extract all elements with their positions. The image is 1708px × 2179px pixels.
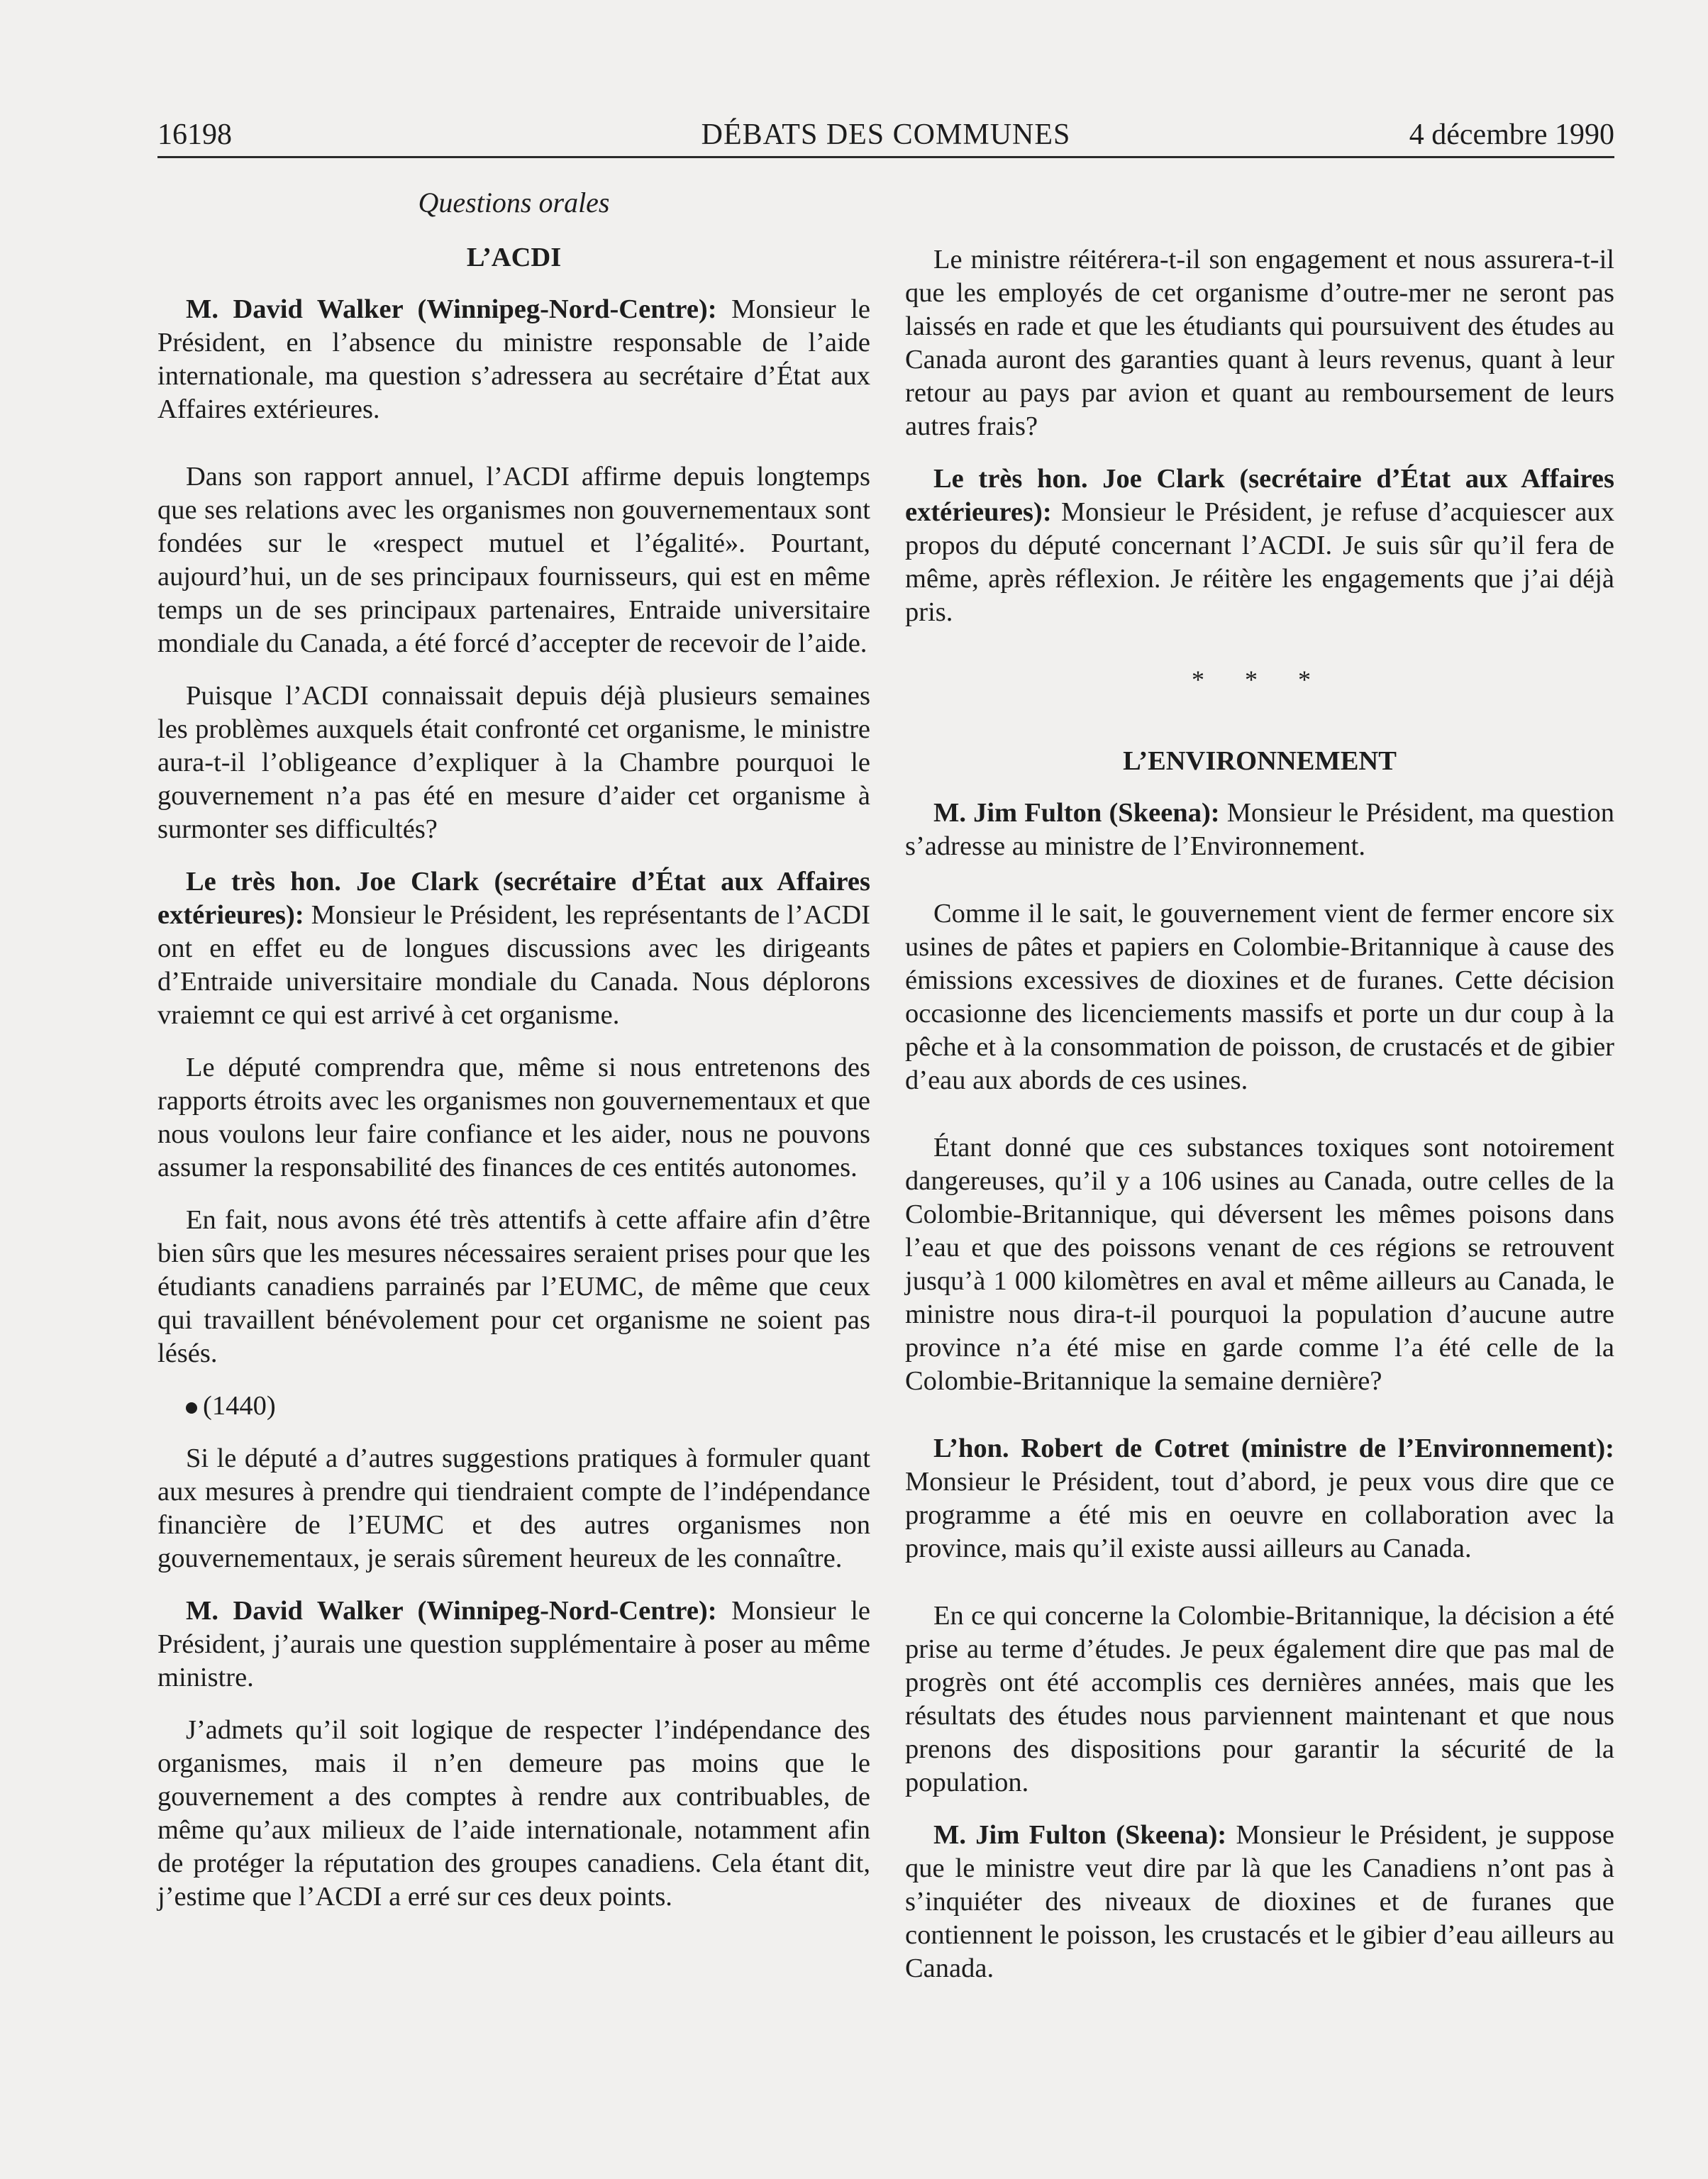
speaker-name: L’hon. Robert de Cotret (ministre de l’Environnement): xyxy=(933,1434,1614,1463)
paragraph: En fait, nous avons été très attentifs à cette affaire afin d’être bien sûrs que les mesures nécessaires seraient prises pour que les étudiants canadiens parrainés par l’EUMC, de même que ceux qui travaillent bénévolement pour cet organisme ne soient pas lésés. xyxy=(157,1205,870,1368)
speaker-name: M. David Walker (Winnipeg-Nord-Centre): xyxy=(186,294,717,324)
section-heading-environnement: L’ENVIRONNEMENT xyxy=(1123,746,1397,776)
paragraph: Dans son rapport annuel, l’ACDI affirme depuis longtemps que ses relations avec les organismes non gouvernementaux sont fondées sur le «respect mutuel et l’égalité». Pourtant, aujourd’hui, un de ses principaux fournisseurs, qui est en même temps un de ses principaux partenaires, Entraide universitaire mondiale du Canada, a été forcé d’accepter de recevoir de l’aide. xyxy=(157,462,870,658)
time-stamp: (1440) xyxy=(203,1391,276,1421)
section-heading-acdi: L’ACDI xyxy=(466,243,562,272)
paragraph xyxy=(157,1595,870,1695)
speech-text: Monsieur le Président, tout d’abord, je peux vous dire que ce programme a été mis en oeuvre en collaboration avec la province, mais qu’il existe aussi ailleurs au Canada. xyxy=(905,1467,1614,1563)
section-divider: * * * xyxy=(1192,665,1328,694)
publication-date: 4 décembre 1990 xyxy=(1409,118,1614,151)
speaker-name: M. Jim Fulton (Skeena): xyxy=(933,798,1220,828)
speech-text: Monsieur le Président, j’aurais une question supplémentaire à poser au même ministre. xyxy=(157,1596,870,1692)
paragraph: En ce qui concerne la Colombie-Britannique, la décision a été prise au terme d’études. Je peux également dire que pas mal de progrès ont été accomplis ces dernières années, mais que les résultats des études nous parviennent maintenant et que nous prenons des dispositions pour garantir la sécurité de la population. xyxy=(905,1601,1614,1797)
right-column xyxy=(905,243,1614,2005)
paragraph xyxy=(905,1432,1614,1565)
paragraph: J’admets qu’il soit logique de respecter l’indépendance des organismes, mais il n’en demeure pas moins que le gouvernement a des comptes à rendre aux contribuables, de même qu’aux milieux de l’aide internationale, notamment afin de protéger la réputation des groupes canadiens. Cela étant dit, j’estime que l’ACDI a erré sur ces deux points. xyxy=(157,1715,870,1912)
speaker-name: Le très hon. Joe Clark (secrétaire d’État aux Affaires extérieures): xyxy=(157,867,870,930)
paragraph xyxy=(905,797,1614,863)
time-marker xyxy=(157,1390,870,1423)
speaker-name: M. Jim Fulton (Skeena): xyxy=(933,1820,1227,1850)
speech-text: Monsieur le Président, les représentants de l’ACDI ont en effet eu de longues discussions avec les dirigeants d’Entraide universitaire mondiale du Canada. Nous déplorons vraiemnt ce qui est arrivé à cet organisme. xyxy=(157,900,870,1030)
left-column xyxy=(157,241,870,1933)
section-label: Questions orales xyxy=(418,187,610,218)
paragraph: Si le député a d’autres suggestions pratiques à formuler quant aux mesures à prendre qui tiendraient compte de l’indépendance financière de l’EUMC et des autres organismes non gouvernementaux, je serais sûrement heureux de les connaître. xyxy=(157,1443,870,1573)
page-header xyxy=(157,112,1614,158)
paragraph: Le député comprendra que, même si nous entretenons des rapports étroits avec les organismes non gouvernementaux et que nous voulons leur faire confiance et les aider, nous ne pouvons assumer la responsabilité des finances de ces entités autonomes. xyxy=(157,1053,870,1182)
paragraph xyxy=(905,462,1614,629)
page-number: 16198 xyxy=(157,118,232,151)
paragraph: Étant donné que ces substances toxiques sont notoirement dangereuses, qu’il y a 106 usines au Canada, outre celles de la Colombie-Britannique, qui déversent les mêmes poisons dans l’eau et que des poissons venant de ces régions se retrouvent jusqu’à 1 000 kilomètres en aval et même ailleurs au Canada, le ministre nous dira-t-il pourquoi la population d’aucune autre province n’a été mise en garde comme l’a été celle de la Colombie-Britannique la semaine dernière? xyxy=(905,1133,1614,1396)
speaker-name: M. David Walker (Winnipeg-Nord-Centre): xyxy=(186,1596,717,1626)
bullet-icon xyxy=(186,1402,197,1414)
paragraph: Comme il le sait, le gouvernement vient de fermer encore six usines de pâtes et papiers en Colombie-Britannique à cause des émissions excessives de dioxines et de furanes. Cette décision occasionne des licenciements massifs et porte un dur coup à la pêche et à la consommation de poisson, de crustacés et de gibier d’eau aux abords de ces usines. xyxy=(905,899,1614,1095)
paragraph: Le ministre réitérera-t-il son engagement et nous assurera-t-il que les employés de cet organisme d’outre-mer ne seront pas laissés en rade et que les étudiants qui poursuivent des études au Canada auront des garanties quant à leurs revenus, quant à leur retour au pays par avion et quant au remboursement de leurs autres frais? xyxy=(905,245,1614,441)
speaker-name: Le très hon. Joe Clark (secrétaire d’État aux Affaires extérieures): xyxy=(905,464,1614,527)
speech-text: Monsieur le Président, ma question s’adresse au ministre de l’Environnement. xyxy=(905,798,1615,861)
paragraph xyxy=(157,865,870,1032)
speech-text: Monsieur le Président, en l’absence du ministre responsable de l’aide internationale, ma question s’adressera au secrétaire d’État aux Affaires extérieures. xyxy=(157,294,870,424)
paragraph: Puisque l’ACDI connaissait depuis déjà plusieurs semaines les problèmes auxquels était confronté cet organisme, le ministre aura-t-il l’obligeance d’expliquer à la Chambre pourquoi le gouvernement n’a pas été en mesure d’aider cet organisme à surmonter ses difficultés? xyxy=(157,681,870,844)
speech-text: Monsieur le Président, je suppose que le ministre veut dire par là que les Canadiens n’ont pas à s’inquiéter des niveaux de dioxines et de furanes que contiennent le poisson, les crustacés et le gibier d’eau ailleurs au Canada. xyxy=(905,1820,1614,1983)
paragraph xyxy=(905,1819,1614,1985)
speech-text: Monsieur le Président, je refuse d’acquiescer aux propos du député concernant l’ACDI. Je suis sûr qu’il fera de même, après réflexion. Je réitère les engagements que j’ai déjà pris. xyxy=(905,497,1614,627)
paragraph xyxy=(157,293,870,426)
publication-title: DÉBATS DES COMMUNES xyxy=(701,118,1071,151)
